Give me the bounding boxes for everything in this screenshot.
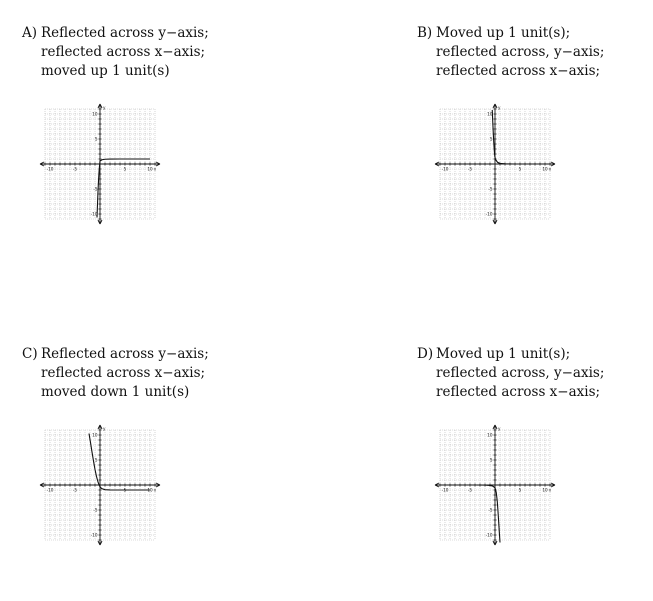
x-tick-label: 10 <box>147 166 153 172</box>
choice-c <box>22 345 209 402</box>
y-axis-label: y <box>498 105 501 110</box>
x-tick-label: 5 <box>518 487 522 493</box>
x-tick-label: -5 <box>72 487 78 493</box>
y-axis-label: y <box>498 426 501 431</box>
x-axis-label: x <box>548 487 552 493</box>
choice-letter: D) <box>417 346 434 362</box>
function-curve <box>89 434 150 491</box>
choice-line: reflected across x−axis; <box>41 44 206 60</box>
x-axis-label: x <box>548 166 552 172</box>
y-tick-label: 5 <box>489 457 493 463</box>
y-tick-label: 5 <box>489 136 493 142</box>
choice-line: reflected across x−axis; <box>41 365 206 381</box>
x-tick-label: -10 <box>46 166 54 172</box>
x-tick-label: -10 <box>46 487 54 493</box>
choice-line: reflected across x−axis; <box>436 384 601 400</box>
y-tick-label: -5 <box>488 186 493 192</box>
x-tick-label: -5 <box>467 487 473 493</box>
y-tick-label: -10 <box>485 532 493 538</box>
y-tick-label: 10 <box>487 111 493 117</box>
x-axis-label: x <box>153 166 157 172</box>
choice-letter: A) <box>22 25 38 41</box>
graph-b <box>435 104 555 224</box>
choice-letter: B) <box>417 25 433 41</box>
choice-line: moved up 1 unit(s) <box>41 63 170 79</box>
choice-line: Moved up 1 unit(s); <box>436 346 571 362</box>
choice-letter: C) <box>22 346 38 362</box>
x-tick-label: -10 <box>441 166 449 172</box>
x-axis-label: x <box>153 487 157 493</box>
y-tick-label: -10 <box>90 211 98 217</box>
y-tick-label: 10 <box>487 432 493 438</box>
choice-line: reflected across x−axis; <box>436 63 601 79</box>
choice-line: moved down 1 unit(s) <box>41 384 190 400</box>
x-tick-label: 5 <box>123 166 127 172</box>
y-tick-label: 10 <box>92 111 98 117</box>
x-tick-label: -5 <box>72 166 78 172</box>
x-tick-label: 5 <box>123 487 127 493</box>
graph-d <box>435 425 555 545</box>
choice-d <box>417 345 604 402</box>
y-tick-label: 5 <box>94 457 98 463</box>
choice-line: reflected across, y−axis; <box>436 365 605 381</box>
choice-a <box>22 24 209 81</box>
choice-line: Reflected across y−axis; <box>41 346 209 362</box>
x-tick-label: -5 <box>467 166 473 172</box>
y-tick-label: 5 <box>94 136 98 142</box>
y-tick-label: 10 <box>92 432 98 438</box>
choice-line: reflected across, y−axis; <box>436 44 605 60</box>
y-tick-label: -5 <box>93 186 98 192</box>
graph-c <box>40 425 160 545</box>
x-tick-label: 5 <box>518 166 522 172</box>
x-tick-label: 10 <box>147 487 153 493</box>
y-tick-label: -5 <box>93 507 98 513</box>
choice-line: Reflected across y−axis; <box>41 25 209 41</box>
choice-b <box>417 24 604 81</box>
x-tick-label: 10 <box>542 487 548 493</box>
y-axis-label: y <box>103 426 106 431</box>
y-tick-label: -10 <box>485 211 493 217</box>
graph-a <box>40 104 160 224</box>
y-tick-label: -5 <box>488 507 493 513</box>
y-axis-label: y <box>103 105 106 110</box>
y-tick-label: -10 <box>90 532 98 538</box>
x-tick-label: -10 <box>441 487 449 493</box>
choice-line: Moved up 1 unit(s); <box>436 25 571 41</box>
x-tick-label: 10 <box>542 166 548 172</box>
